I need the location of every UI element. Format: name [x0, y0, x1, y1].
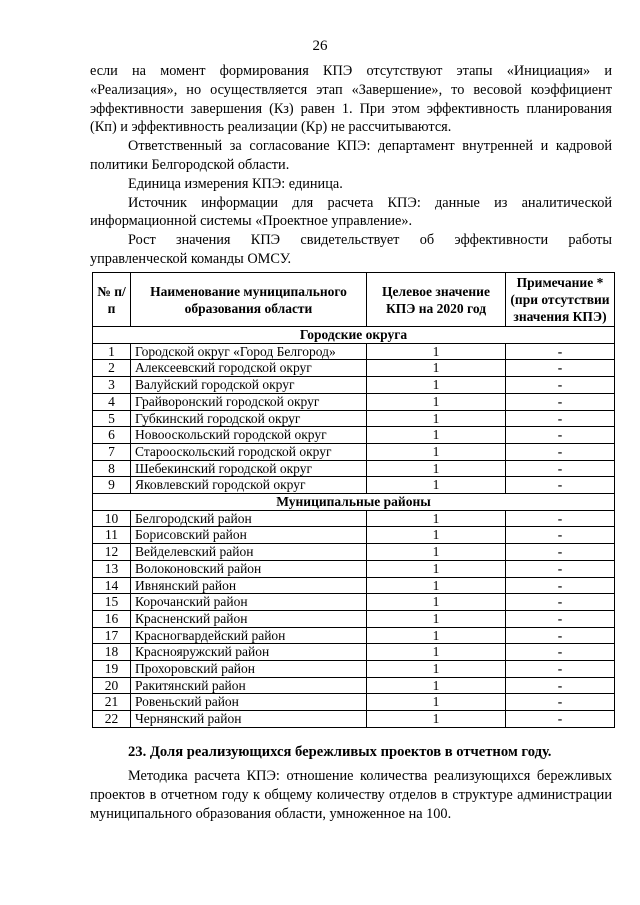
intro-paragraph: Единица измерения КПЭ: единица.: [128, 175, 343, 192]
kpe-value: 1: [367, 377, 506, 394]
intro-paragraph: Ответственный за согласование КПЭ: департамент внутренней и кадровой политики Белгородской области.: [90, 138, 612, 173]
municipality-name: Ровеньский район: [131, 694, 367, 711]
header-num: № п/п: [93, 273, 131, 327]
group-row: [93, 494, 615, 511]
table-row: [93, 610, 615, 627]
header-note: Примечание * (при отсутствии значения КПЭ): [506, 273, 615, 327]
note-value: -: [506, 527, 615, 544]
note-value: -: [506, 410, 615, 427]
kpe-value: 1: [367, 560, 506, 577]
row-number: 17: [93, 627, 131, 644]
kpe-value: 1: [367, 510, 506, 527]
note-value: -: [506, 460, 615, 477]
group-title: Муниципальные районы: [93, 494, 615, 511]
row-number: 10: [93, 510, 131, 527]
note-value: -: [506, 377, 615, 394]
kpe-value: 1: [367, 677, 506, 694]
table-row: [93, 594, 615, 611]
municipality-name: Новооскольский городской округ: [131, 427, 367, 444]
municipality-name: Яковлевский городской округ: [131, 477, 367, 494]
note-value: -: [506, 644, 615, 661]
kpe-value: 1: [367, 460, 506, 477]
note-value: -: [506, 560, 615, 577]
kpe-value: 1: [367, 610, 506, 627]
note-value: -: [506, 510, 615, 527]
table-row: [93, 694, 615, 711]
table-row: [93, 427, 615, 444]
kpe-value: 1: [367, 343, 506, 360]
note-value: -: [506, 627, 615, 644]
section-title: 23. Доля реализующихся бережливых проектов в отчетном году.: [128, 744, 552, 760]
row-number: 11: [93, 527, 131, 544]
note-value: -: [506, 677, 615, 694]
municipality-name: Белгородский район: [131, 510, 367, 527]
table-row: [93, 661, 615, 678]
municipality-name: Алексеевский городской округ: [131, 360, 367, 377]
note-value: -: [506, 594, 615, 611]
kpe-value: 1: [367, 410, 506, 427]
table-row: [93, 510, 615, 527]
row-number: 12: [93, 544, 131, 561]
note-value: -: [506, 477, 615, 494]
table-body: [93, 327, 615, 728]
method-text: [90, 767, 612, 823]
municipality-name: Прохоровский район: [131, 661, 367, 678]
row-number: 21: [93, 694, 131, 711]
table-row: [93, 377, 615, 394]
kpe-value: 1: [367, 477, 506, 494]
municipality-name: Вейделевский район: [131, 544, 367, 561]
municipality-name: Ивнянский район: [131, 577, 367, 594]
table-row: [93, 627, 615, 644]
row-number: 8: [93, 460, 131, 477]
row-number: 2: [93, 360, 131, 377]
table-row: [93, 711, 615, 728]
table-row: [93, 460, 615, 477]
header-name: Наименование муниципального образования области: [131, 273, 367, 327]
note-value: -: [506, 661, 615, 678]
kpe-value: 1: [367, 694, 506, 711]
table-row: [93, 577, 615, 594]
table-row: [93, 443, 615, 460]
table-row: [93, 560, 615, 577]
row-number: 15: [93, 594, 131, 611]
note-value: -: [506, 694, 615, 711]
table-row: [93, 410, 615, 427]
table-row: [93, 477, 615, 494]
municipality-name: Корочанский район: [131, 594, 367, 611]
row-number: 16: [93, 610, 131, 627]
table-row: [93, 343, 615, 360]
note-value: -: [506, 343, 615, 360]
row-number: 6: [93, 427, 131, 444]
kpe-table: [92, 272, 615, 728]
municipality-name: Городской округ «Город Белгород»: [131, 343, 367, 360]
note-value: -: [506, 711, 615, 728]
group-row: [93, 327, 615, 344]
row-number: 4: [93, 393, 131, 410]
kpe-value: 1: [367, 711, 506, 728]
kpe-value: 1: [367, 360, 506, 377]
table-row: [93, 360, 615, 377]
note-value: -: [506, 577, 615, 594]
note-value: -: [506, 427, 615, 444]
kpe-value: 1: [367, 644, 506, 661]
kpe-value: 1: [367, 627, 506, 644]
intro-paragraph: Рост значения КПЭ свидетельствует об эффективности работы управленческой команды ОМСУ.: [90, 232, 612, 267]
kpe-value: 1: [367, 527, 506, 544]
row-number: 9: [93, 477, 131, 494]
table-row: [93, 393, 615, 410]
row-number: 1: [93, 343, 131, 360]
municipality-name: Чернянский район: [131, 711, 367, 728]
table-row: [93, 544, 615, 561]
row-number: 19: [93, 661, 131, 678]
row-number: 18: [93, 644, 131, 661]
row-number: 13: [93, 560, 131, 577]
header-value: Целевое значение КПЭ на 2020 год: [367, 273, 506, 327]
municipality-name: Красненский район: [131, 610, 367, 627]
municipality-name: Краснояружский район: [131, 644, 367, 661]
note-value: -: [506, 544, 615, 561]
note-value: -: [506, 393, 615, 410]
kpe-value: 1: [367, 661, 506, 678]
municipality-name: Губкинский городской округ: [131, 410, 367, 427]
method-paragraph: Методика расчета КПЭ: отношение количества реализующихся бережливых проектов в отчетном году к общему количеству отделов в структуре администрации муниципального образования области, умноженное на 100.: [90, 768, 612, 822]
kpe-value: 1: [367, 393, 506, 410]
note-value: -: [506, 443, 615, 460]
kpe-value: 1: [367, 443, 506, 460]
kpe-value: 1: [367, 577, 506, 594]
note-value: -: [506, 360, 615, 377]
row-number: 3: [93, 377, 131, 394]
intro-text: [90, 62, 612, 269]
intro-paragraph: если на момент формирования КПЭ отсутствуют этапы «Инициация» и «Реализация», но осуществляется этап «Завершение», то весовой коэффициент эффективности завершения (Кз) равен 1. При этом эффективность планирования (Кп) и эффективность реализации (Кр) не рассчитываются.: [90, 63, 612, 136]
row-number: 20: [93, 677, 131, 694]
municipality-name: Волоконовский район: [131, 560, 367, 577]
table-header-row: [93, 273, 615, 327]
kpe-value: 1: [367, 427, 506, 444]
table-row: [93, 677, 615, 694]
row-number: 14: [93, 577, 131, 594]
municipality-name: Борисовский район: [131, 527, 367, 544]
intro-paragraph: Источник информации для расчета КПЭ: данные из аналитической информационной системы «Проектное управление».: [90, 194, 612, 230]
row-number: 7: [93, 443, 131, 460]
row-number: 5: [93, 410, 131, 427]
kpe-value: 1: [367, 594, 506, 611]
municipality-name: Шебекинский городской округ: [131, 460, 367, 477]
page-number: 26: [312, 38, 328, 54]
municipality-name: Старооскольский городской округ: [131, 443, 367, 460]
table-row: [93, 644, 615, 661]
table-row: [93, 527, 615, 544]
municipality-name: Грайворонский городской округ: [131, 393, 367, 410]
municipality-name: Валуйский городской округ: [131, 377, 367, 394]
municipality-name: Ракитянский район: [131, 677, 367, 694]
row-number: 22: [93, 711, 131, 728]
group-title: Городские округа: [93, 327, 615, 344]
kpe-value: 1: [367, 544, 506, 561]
municipality-name: Красногвардейский район: [131, 627, 367, 644]
note-value: -: [506, 610, 615, 627]
